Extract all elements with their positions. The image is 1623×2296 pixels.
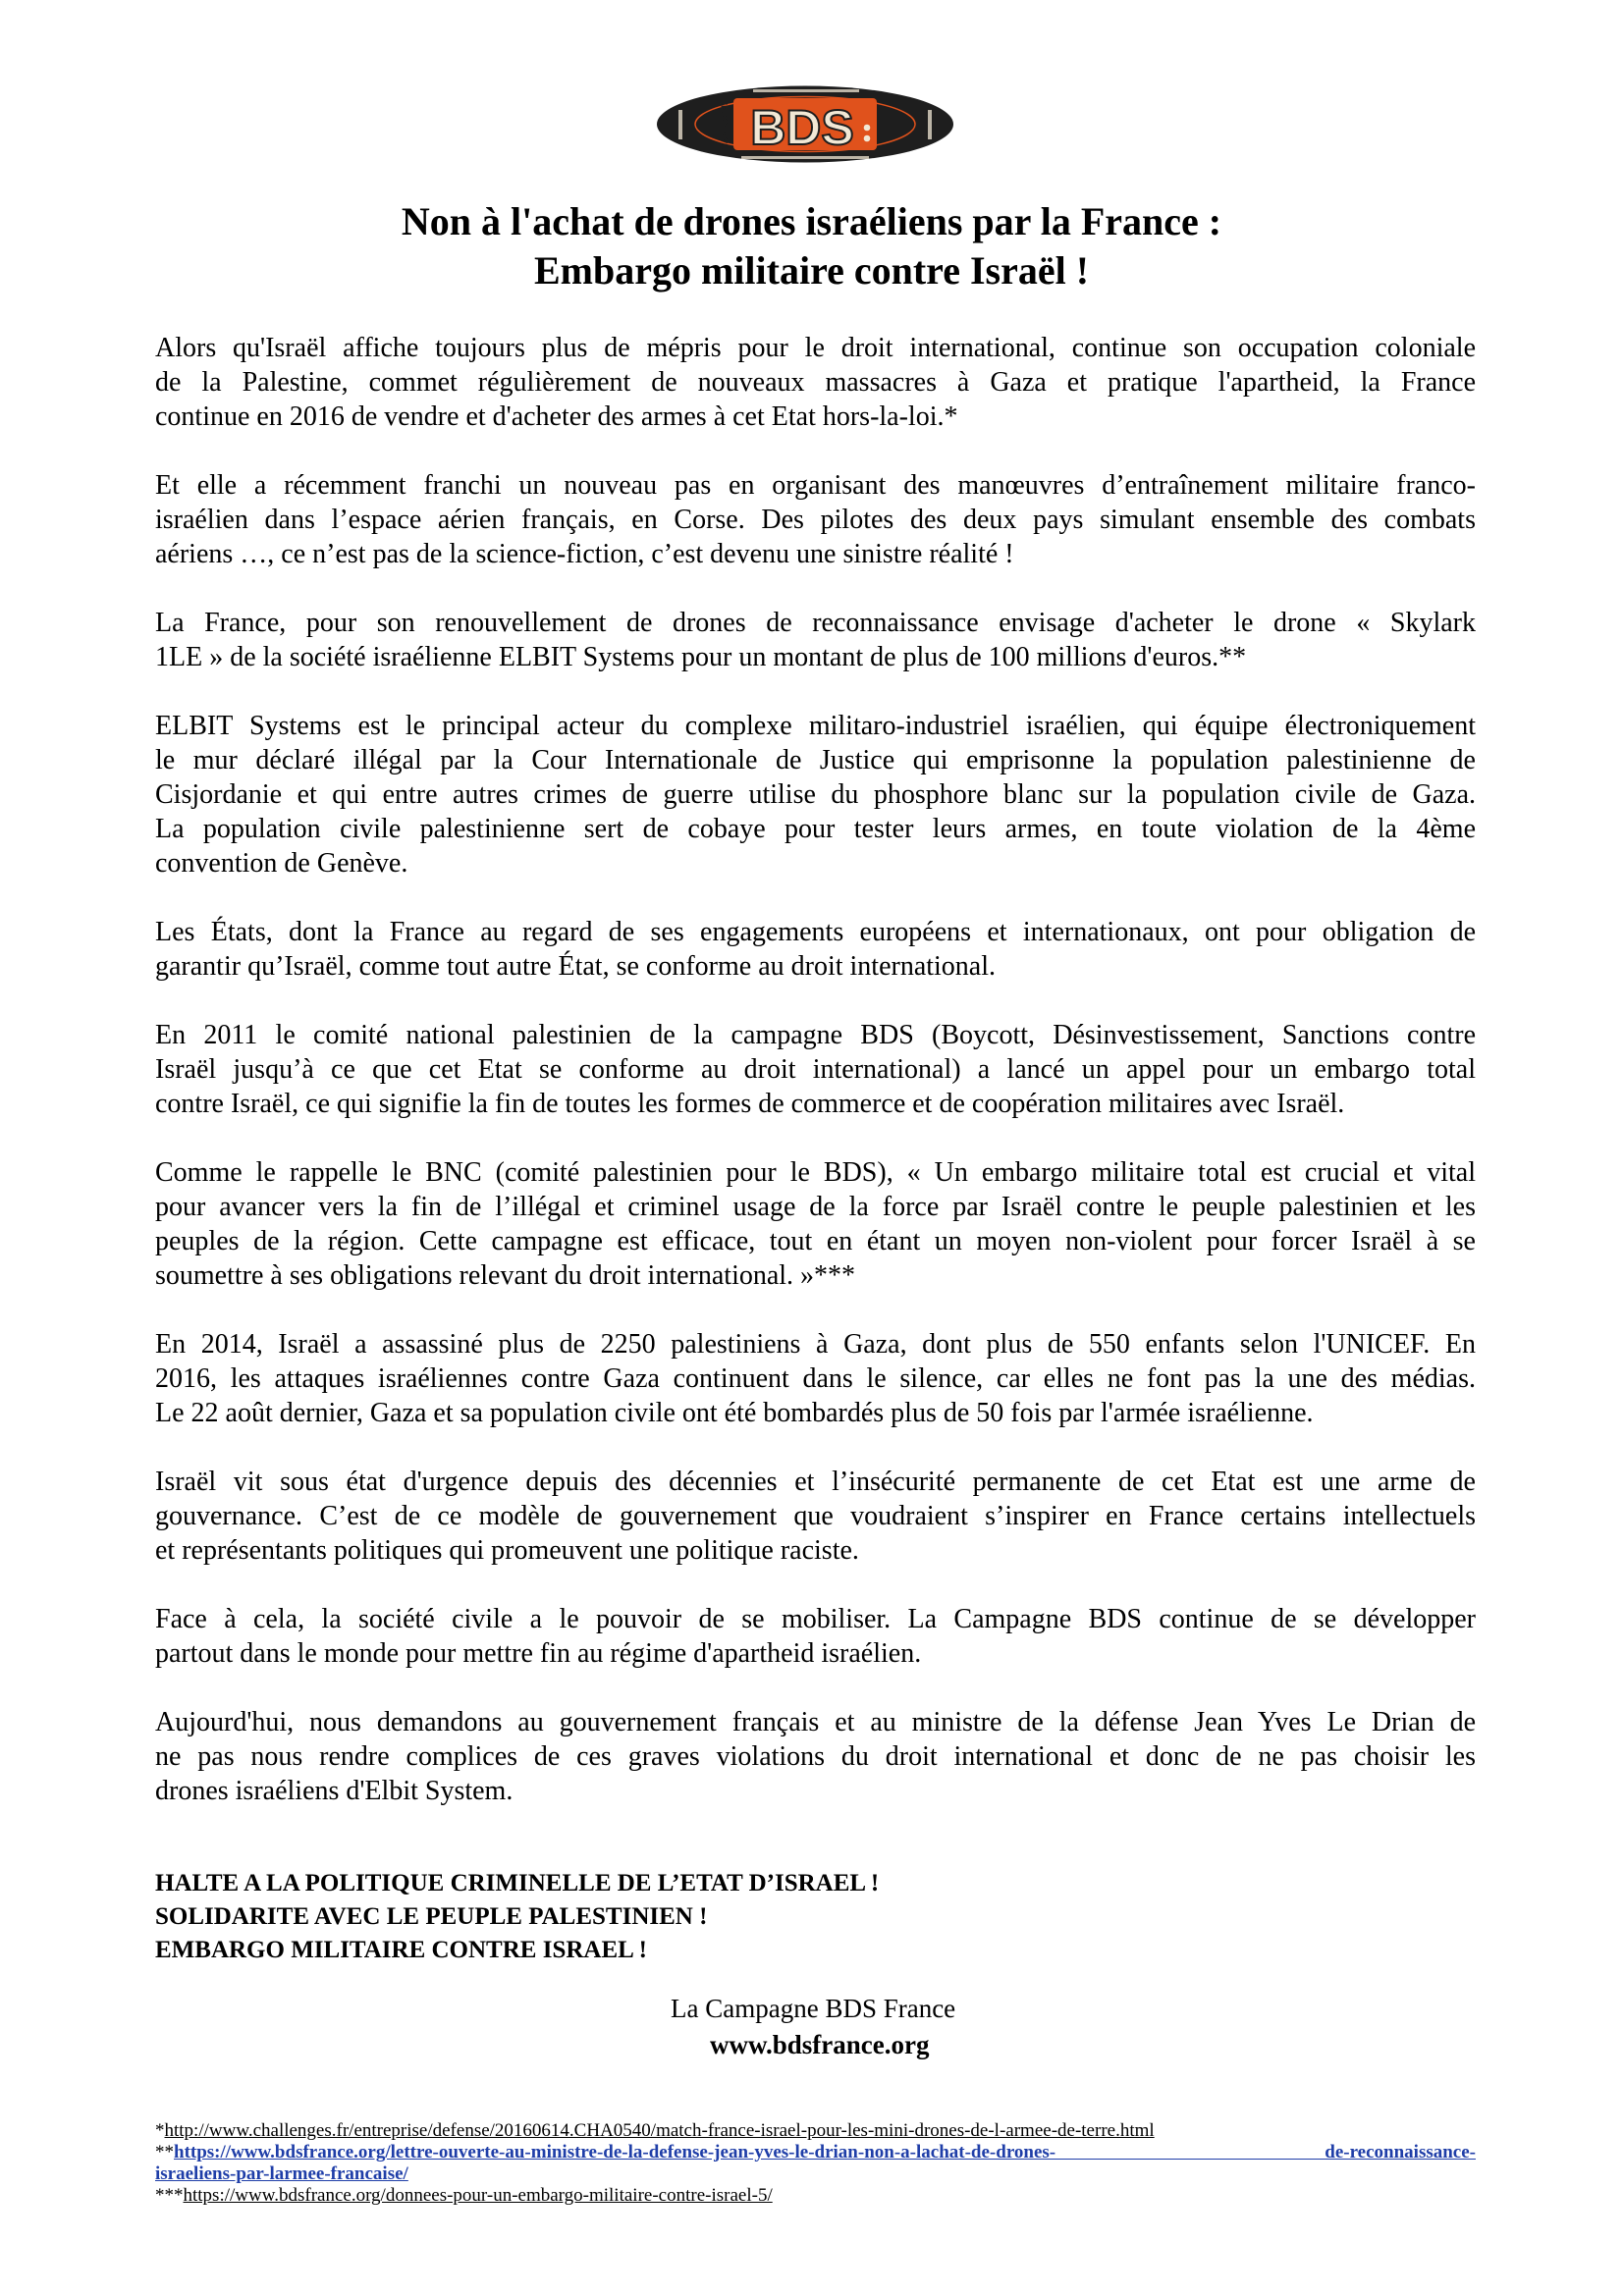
paragraph-line: peuples de la région. Cette campagne est efficace, tout en étant un moyen non-violent pour forcer Israël à se: [155, 1226, 1476, 1256]
body-paragraph: [155, 915, 1476, 984]
paragraph-line: 1LE » de la société israélienne ELBIT Systems pour un montant de plus de 100 millions d'euros.**: [155, 642, 1247, 672]
paragraph-line: 2016, les attaques israéliennes contre Gaza continuent dans le silence, car elles ne font pas la une des médias.: [155, 1363, 1476, 1394]
paragraph-line: Israël vit sous état d'urgence depuis des décennies et l’insécurité permanente de cet Etat est une arme de: [155, 1467, 1476, 1497]
body-paragraph: [155, 709, 1476, 881]
paragraph-line: partout dans le monde pour mettre fin au régime d'apartheid israélien.: [155, 1638, 922, 1669]
body-paragraph: [155, 606, 1476, 674]
paragraph-line: drones israéliens d'Elbit System.: [155, 1776, 514, 1806]
paragraph-line: aériens …, ce n’est pas de la science-fiction, c’est devenu une sinistre réalité !: [155, 539, 1014, 569]
document-body: [155, 331, 1476, 1842]
body-paragraph: [155, 1705, 1476, 1808]
body-paragraph: [155, 468, 1476, 571]
paragraph-line: Comme le rappelle le BNC (comité palestinien pour le BDS), « Un embargo militaire total est crucial et vital: [155, 1157, 1476, 1188]
paragraph-line: Cisjordanie et qui entre autres crimes de guerre utilise du phosphore blanc sur la population civile de Gaza.: [155, 779, 1476, 810]
paragraph-line: La population civile palestinienne sert de cobaye pour tester leurs armes, en toute violation de la 4ème: [155, 814, 1476, 844]
document-title-line2: Embargo militaire contre Israël !: [533, 248, 1090, 293]
paragraph-line: Israël jusqu’à ce que cet Etat se conforme au droit international) a lancé un appel pour un embargo total: [155, 1054, 1476, 1085]
paragraph-line: Les États, dont la France au regard de ses engagements européens et internationaux, ont pour obligation de: [155, 917, 1476, 947]
bds-campaign-logo: [655, 84, 955, 164]
slogans-block: [155, 1867, 879, 1967]
body-paragraph: [155, 331, 1476, 434]
paragraph-line: La France, pour son renouvellement de drones de reconnaissance envisage d'acheter le drone « Skylark: [155, 608, 1476, 638]
paragraph-line: soumettre à ses obligations relevant du droit international. »***: [155, 1260, 856, 1291]
slogan: HALTE A LA POLITIQUE CRIMINELLE DE L’ETAT D’ISRAEL !: [155, 1870, 880, 1896]
body-paragraph: [155, 1602, 1476, 1671]
body-paragraph: [155, 1327, 1476, 1430]
paragraph-line: pour avancer vers la fin de l’illégal et criminel usage de la force par Israël contre le peuple palestinien et les: [155, 1192, 1476, 1222]
signature-block: [671, 1991, 955, 2063]
paragraph-line: le mur déclaré illégal par la Cour Internationale de Justice qui emprisonne la population palestinienne de: [155, 745, 1476, 775]
paragraph-line: En 2014, Israël a assassiné plus de 2250 palestiniens à Gaza, dont plus de 550 enfants selon l'UNICEF. En: [155, 1329, 1476, 1360]
paragraph-line: et représentants politiques qui promeuvent une politique raciste.: [155, 1535, 859, 1566]
footnote-marker: ***: [155, 2185, 184, 2206]
paragraph-line: Et elle a récemment franchi un nouveau pas en organisant des manœuvres d’entraînement militaire franco-: [155, 470, 1476, 501]
footnote-link[interactable]: http://www.challenges.fr/entreprise/defense/20160614.CHA0540/match-france-israel-pour-les-mini-drones-de-l-armee-de-terre.html: [164, 2120, 1155, 2141]
signature-name: La Campagne BDS France: [671, 1994, 956, 2023]
paragraph-line: ELBIT Systems est le principal acteur du complexe militaro-industriel israélien, qui équipe électroniquement: [155, 711, 1476, 741]
signature-url: www.bdsfrance.org: [710, 2030, 930, 2059]
body-paragraph: [155, 1155, 1476, 1293]
paragraph-line: Le 22 août dernier, Gaza et sa population civile ont été bombardés plus de 50 fois par l'armée israélienne.: [155, 1398, 1314, 1428]
paragraph-line: gouvernance. C’est de ce modèle de gouvernement que voudraient s’inspirer en France certains intellectuels: [155, 1501, 1476, 1531]
paragraph-line: israélien dans l’espace aérien français, en Corse. Des pilotes des deux pays simulant ensemble des combats: [155, 505, 1476, 535]
paragraph-line: Aujourd'hui, nous demandons au gouvernement français et au ministre de la défense Jean Yves Le Drian de: [155, 1707, 1476, 1737]
footnote-marker: **: [155, 2142, 174, 2163]
paragraph-line: de la Palestine, commet régulièrement de nouveaux massacres à Gaza et pratique l'apartheid, la France: [155, 367, 1476, 398]
footnote-link-continued[interactable]: israeliens-par-larmee-francaise/: [155, 2163, 408, 2184]
footnote-2: [155, 2142, 1476, 2185]
footnote-link[interactable]: https://www.bdsfrance.org/lettre-ouverte-au-ministre-de-la-defense-jean-yves-le-drian-non-a-lachat-de-drones- de-reconnaissance-: [174, 2142, 1476, 2163]
paragraph-line: contre Israël, ce qui signifie la fin de toutes les formes de commerce et de coopération militaires avec Israël.: [155, 1089, 1345, 1119]
footnote-3: [155, 2185, 1476, 2207]
logo-dot: [864, 135, 871, 142]
paragraph-line: ne pas nous rendre complices de ces graves violations du droit international et donc de ne pas choisir les: [155, 1741, 1476, 1772]
footnotes: [155, 2120, 1476, 2207]
body-paragraph: [155, 1465, 1476, 1568]
slogan: EMBARGO MILITAIRE CONTRE ISRAEL !: [155, 1937, 648, 1963]
paragraph-line: Face à cela, la société civile a le pouvoir de se mobiliser. La Campagne BDS continue de se développer: [155, 1604, 1476, 1634]
logo-dot: [864, 125, 871, 132]
footnote-link[interactable]: https://www.bdsfrance.org/donnees-pour-un-embargo-militaire-contre-israel-5/: [183, 2185, 773, 2206]
paragraph-line: Alors qu'Israël affiche toujours plus de mépris pour le droit international, continue son occupation coloniale: [155, 333, 1476, 363]
logo-brand-text: BDS: [750, 100, 854, 155]
footnote-marker: *: [155, 2120, 165, 2141]
paragraph-line: En 2011 le comité national palestinien de la campagne BDS (Boycott, Désinvestissement, Sanctions contre: [155, 1020, 1476, 1050]
logo-campagne-text: CAMPAGNE: [720, 99, 730, 150]
document-title-line1: Non à l'achat de drones israéliens par la France :: [401, 199, 1222, 243]
slogan: SOLIDARITE AVEC LE PEUPLE PALESTINIEN !: [155, 1903, 708, 1930]
paragraph-line: continue en 2016 de vendre et d'acheter des armes à cet Etat hors-la-loi.*: [155, 401, 958, 432]
paragraph-line: garantir qu’Israël, comme tout autre État, se conforme au droit international.: [155, 951, 997, 982]
body-paragraph: [155, 1018, 1476, 1121]
footnote-1: [155, 2120, 1476, 2142]
paragraph-line: convention de Genève.: [155, 848, 408, 879]
